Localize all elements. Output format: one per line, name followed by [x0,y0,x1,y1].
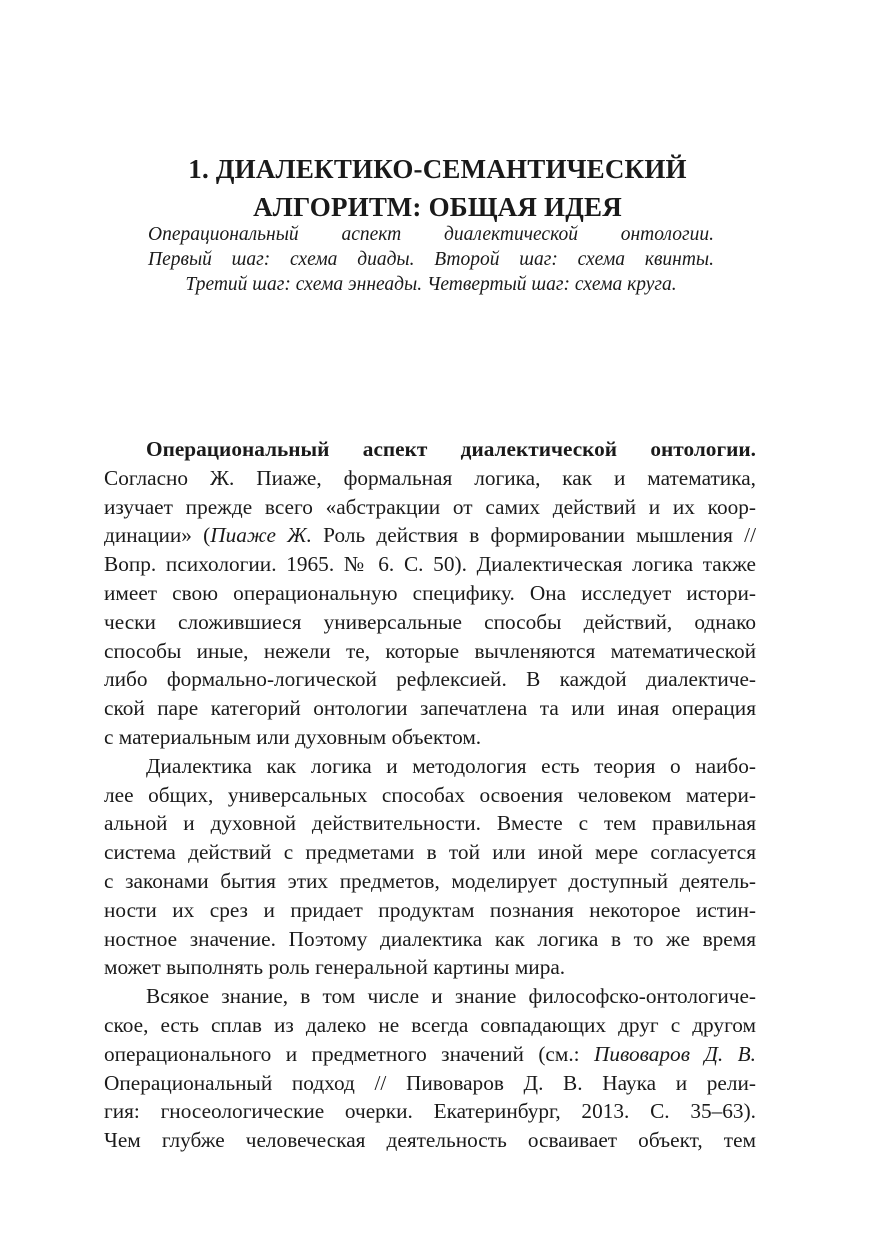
text-fragment: Роль действия в формировании мышления // [311,523,756,548]
text-line: гия: гносеологические очерки. Екатеринбург, 2013. С. 35–63). [104,1099,756,1124]
text-line: ское, есть сплав из далеко не всегда совпадающих друг с другом [104,1012,756,1037]
text-line: Чем глубже человеческая деятельность осваивает объект, тем [104,1128,756,1153]
text-line: Вопр. психологии. 1965. № 6. С. 50). Диалектическая логика также [104,552,756,577]
paragraph-1-lead: Операциональный аспект диалектической онтологии. [146,437,756,461]
text-fragment: операционального и предметного значений (см.: [104,1041,595,1066]
citation-author: Пивоваров Д. В. [594,1041,756,1066]
text-line: Всякое знание, в том числе и знание философско-онтологиче- [146,984,756,1009]
text-line [104,1040,756,1069]
abstract-line-2: Первый шаг: схема диады. Второй шаг: схема квинты. [148,249,714,270]
text-line: ностное значение. Поэтому диалектика как логика в то же время [104,926,756,951]
text-line: ской паре категорий онтологии запечатлена та или иная операция [104,696,756,721]
chapter-abstract [148,222,714,297]
text-line: система действий с предметами в той или иной мере согласуется [104,840,756,865]
text-line: Диалектика как логика и методология есть теория о наибо- [146,753,756,778]
citation-author: Пиаже Ж. [210,523,312,548]
paragraph-3 [104,982,756,1155]
text-line: изучает прежде всего «абстракции от самих действий и их коор- [104,494,756,519]
text-line [104,521,756,550]
text-line: может выполнять роль генеральной картины мира. [104,955,566,980]
text-line: с материальным или духовным объектом. [104,724,482,749]
text-line: ности их срез и придает продуктам познания некоторое истин- [104,897,756,922]
text-line: с законами бытия этих предметов, моделирует доступный деятель- [104,868,756,893]
abstract-line-1: Операциональный аспект диалектической онтологии. [148,224,714,245]
text-line: способы иные, нежели те, которые вычленяются математической [104,638,756,663]
text-line: Операциональный подход // Пивоваров Д. В. Наука и рели- [104,1070,756,1095]
chapter-title-line-2: АЛГОРИТМ: ОБЩАЯ ИДЕЯ [253,192,622,222]
text-fragment: динации» ( [104,523,211,548]
text-line: лее общих, универсальных способах освоения человеком матери- [104,782,756,807]
abstract-line-3: Третий шаг: схема эннеады. Четвертый шаг: схема круга. [185,274,677,295]
text-line: имеет свою операциональную специфику. Она исследует истори- [104,580,756,605]
body-text [104,435,756,1155]
chapter-title [100,150,775,226]
text-line: альной и духовной действительности. Вместе с тем правильная [104,811,756,836]
text-line: Согласно Ж. Пиаже, формальная логика, как и математика, [104,465,756,490]
chapter-title-line-1: 1. ДИАЛЕКТИКО-СЕМАНТИЧЕСКИЙ [188,154,687,184]
paragraph-2 [104,752,756,982]
text-line: либо формально-логической рефлексией. В каждой диалектиче- [104,667,756,692]
paragraph-1 [104,435,756,752]
text-line: чески сложившиеся универсальные способы действий, однако [104,609,756,634]
